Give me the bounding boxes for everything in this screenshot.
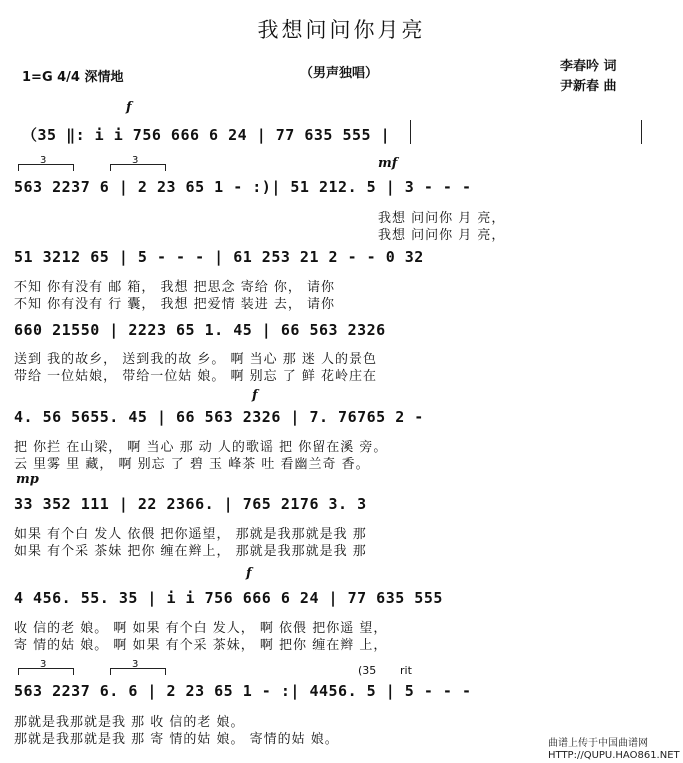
triplet-number: 3	[132, 659, 139, 670]
dynamic-forte: f	[246, 566, 252, 581]
barline	[410, 120, 411, 144]
lyric-row-7-verse-1: 收 信的老 娘。 啊 如果 有个白 发人， 啊 依偎 把你遥 望，	[14, 621, 388, 636]
notation-row-1: （35 ‖: i i 756 666 6 24 | 77 635 555 |	[22, 126, 391, 144]
performance-subtitle: （男声独唱）	[300, 66, 379, 81]
lyric-row-7-verse-2: 寄 情的姑 娘。 啊 如果 有个采 茶妹， 啊 把你 缠在辫 上，	[14, 638, 388, 653]
lyric-row-4-verse-1: 送到 我的故乡， 送到我的故 乡。 啊 当心 那 迷 人的景色	[14, 352, 378, 367]
dynamic-forte: f	[126, 100, 132, 115]
key-tempo-info: 1=G 4/4 深情地	[22, 70, 124, 85]
song-title: 我想问问你月亮	[257, 18, 426, 42]
notation-row-4: 660 21550 | 2223 65 1. 45 | 66 563 2326	[14, 321, 386, 339]
triplet-number: 3	[132, 155, 139, 166]
notation-row-2: 563 2237 6 | 2 23 65 1 - :)| 51 212. 5 | 3 - - -	[14, 178, 472, 196]
notation-row-6: 33 352 111 | 22 2366. | 765 2176 3. 3	[14, 495, 367, 513]
lyric-row-2-verse-2: 我想 问问你 月 亮，	[378, 228, 506, 243]
notation-row-8: 563 2237 6. 6 | 2 23 65 1 - :| 4456. 5 | 5 - - -	[14, 682, 472, 700]
lyric-row-6-verse-1: 如果 有个白 发人 依偎 把你遥望， 那就是我那就是我 那	[14, 527, 367, 542]
notation-row-3: 51 3212 65 | 5 - - - | 61 253 21 2 - - 0 32	[14, 248, 424, 266]
notation-row-5: 4. 56 5655. 45 | 66 563 2326 | 7. 76765 2 -	[14, 408, 424, 426]
notation-row-7: 4 456. 55. 35 | i i 756 666 6 24 | 77 635 555	[14, 589, 443, 607]
source-watermark: 曲谱上传于中国曲谱网 HTTP://QUPU.HAO861.NET	[548, 738, 680, 761]
dynamic-mezzo-piano: mp	[16, 472, 39, 487]
lyric-row-2-verse-1: 我想 问问你 月 亮，	[378, 211, 506, 226]
lyric-row-3-verse-1: 不知 你有没有 邮 箱， 我想 把思念 寄给 你， 请你	[14, 280, 336, 295]
triplet-number: 3	[40, 659, 47, 670]
dynamic-forte: f	[252, 388, 258, 403]
lyric-row-3-verse-2: 不知 你有没有 行 囊， 我想 把爱情 装进 去， 请你	[14, 297, 336, 312]
lyric-row-8-verse-2: 那就是我那就是我 那 寄 情的姑 娘。 寄情的姑 娘。	[14, 732, 339, 747]
dynamic-mezzo-forte: mf	[378, 156, 398, 171]
lyric-row-5-verse-2: 云 里雾 里 藏， 啊 别忘 了 碧 玉 峰茶 吐 看幽兰奇 香。	[14, 457, 370, 472]
triplet-number: 3	[40, 155, 47, 166]
ritardando-mark: rit	[400, 664, 412, 677]
barline	[641, 120, 642, 144]
lyric-row-6-verse-2: 如果 有个采 茶妹 把你 缠在辫上， 那就是我那就是我 那	[14, 544, 367, 559]
lyric-row-5-verse-1: 把 你拦 在山梁， 啊 当心 那 动 人的歌谣 把 你留在溪 旁。	[14, 440, 388, 455]
ending-mark: (35	[358, 664, 377, 677]
composer-credit: 尹新春 曲	[560, 79, 617, 94]
lyric-row-4-verse-2: 带给 一位姑娘， 带给一位姑 娘。 啊 别忘 了 鲜 花岭庄在	[14, 369, 378, 384]
lyricist-credit: 李春吟 词	[560, 59, 617, 74]
lyric-row-8-verse-1: 那就是我那就是我 那 收 信的老 娘。	[14, 715, 245, 730]
